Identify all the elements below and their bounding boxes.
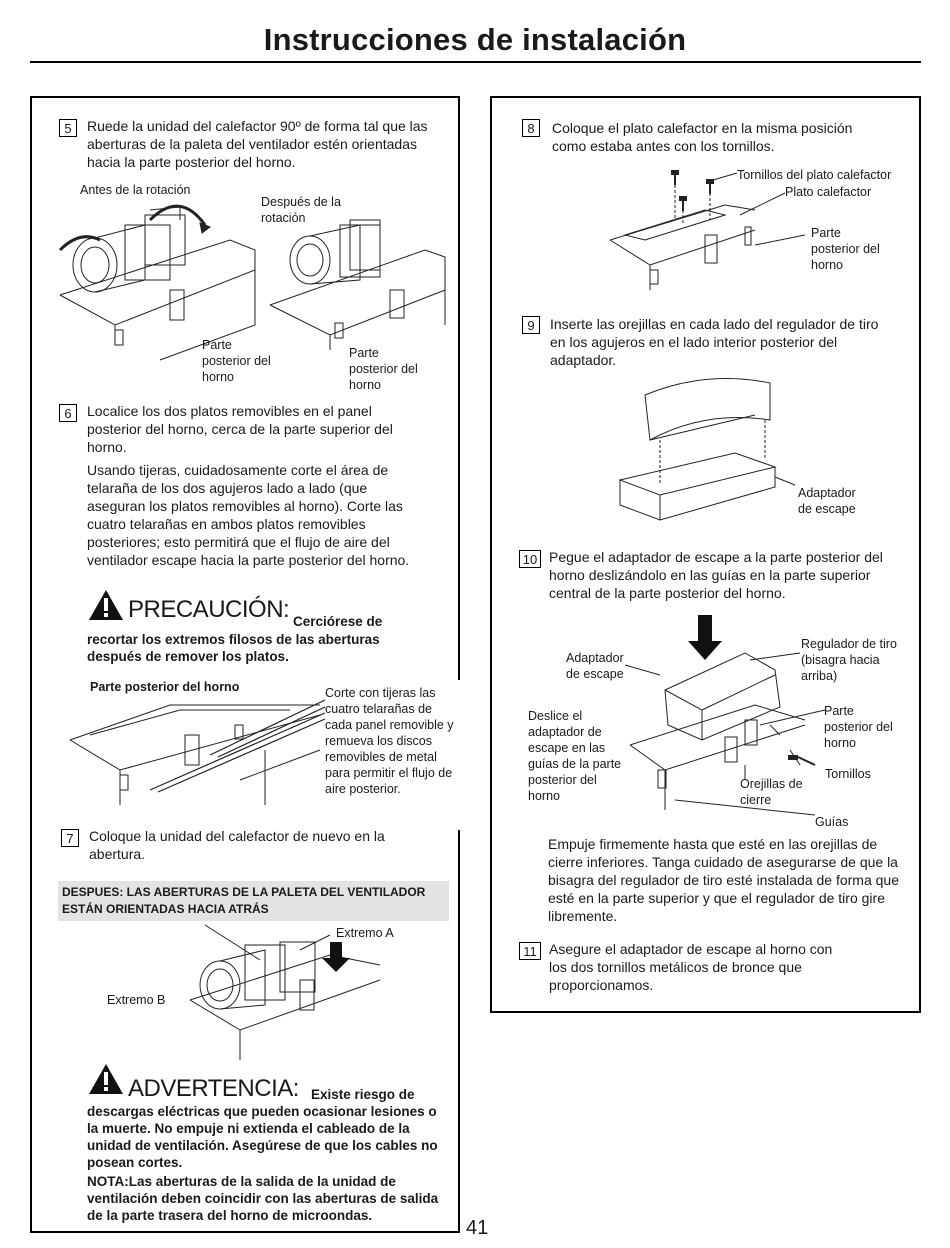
step-7-text: Coloque la unidad del calefactor de nuevo en la abertura. (89, 828, 385, 862)
label-back-oven-8: Parte posterior del horno (811, 226, 880, 272)
warning-word: ADVERTENCIA: (128, 1075, 299, 1102)
step-8-illustration (605, 165, 815, 295)
step-11-text: Asegure el adaptador de escape al horno con los dos tornillos metálicos de bronce que proporcionamos. (549, 941, 833, 993)
label-after-rotation: Después de la rotación (261, 195, 341, 225)
label-before-rotation: Antes de la rotación (80, 183, 191, 197)
label-back-oven-fig6: Parte posterior del horno (90, 680, 240, 694)
step-10-number: 10 (519, 550, 541, 568)
label-back-oven-2: Parte posterior del horno (349, 346, 418, 392)
warning-note: NOTA:Las aberturas de la salida de la unidad de ventilación deben coincidir con las aberturas de salida de la parte trasera del horno de microondas. (87, 1174, 439, 1223)
step-6-number: 6 (59, 404, 77, 422)
label-lock-tabs: Orejillas de cierre (740, 777, 803, 807)
step-10-text-after: Empuje firmemente hasta que esté en las orejillas de cierre inferiores. Tanga cuidado de asegurarse de que la bisagra del regulador de tiro esté instalada de forma que esté en la parte superior y que el regulador de tiro gire libremente. (548, 836, 899, 924)
label-guides: Guías (815, 815, 849, 829)
label-exhaust-adapter-10: Adaptador de escape (566, 651, 624, 681)
label-heater-plate: Plato calefactor (785, 185, 872, 199)
caution-text-2: recortar los extremos filosos de las aberturas después de remover los platos. (87, 632, 380, 664)
warning-triangle-icon (88, 1063, 124, 1095)
step-6-illustration (60, 695, 325, 810)
step-8-number: 8 (522, 119, 540, 137)
step-10-text: Pegue el adaptador de escape a la parte posterior del horno deslizándolo en las guías en la parte superior central de la parte posterior del horno. (549, 549, 883, 601)
step-6-text-1: Localice los dos platos removibles en el panel posterior del horno, cerca de la parte superior del horno. (87, 403, 393, 455)
step-5-number: 5 (59, 119, 77, 137)
label-back-oven-1: Parte posterior del horno (202, 338, 271, 384)
step-9-text: Inserte las orejillas en cada lado del regulador de tiro en los agujeros en el lado interior posterior del adaptador. (550, 316, 879, 368)
step-9-illustration (605, 375, 795, 525)
step-5-text: Ruede la unidad del calefactor 90º de forma tal que las aberturas de la paleta del ventilador estén orientadas hacia la parte posterior del horno. (87, 118, 428, 170)
label-screws-10: Tornillos (825, 767, 871, 781)
step-8-text: Coloque el plato calefactor en la misma posición como estaba antes con los tornillos. (552, 120, 853, 154)
caution-triangle-icon (88, 589, 124, 621)
caution-text-1: Cerciórese de (293, 614, 383, 629)
label-end-b: Extremo B (107, 993, 166, 1007)
step-7-illustration (180, 920, 410, 1065)
warning-text-1: Existe riesgo de (311, 1087, 415, 1102)
caution-word: PRECAUCIÓN: (128, 596, 290, 623)
label-plate-screws: Tornillos del plato calefactor (737, 168, 892, 182)
page-number: 41 (466, 1217, 489, 1239)
page-title: Instrucciones de instalación (263, 22, 687, 57)
step-9-number: 9 (522, 316, 540, 334)
label-exhaust-adapter-9: Adaptador de escape (798, 486, 856, 516)
warning-text-2: descargas eléctricas que pueden ocasionar lesiones o la muerte. No empuje ni extienda el cableado de la unidad de ventilación. Asegúrese de que los cables no posean cortes. (87, 1104, 438, 1170)
label-damper: Regulador de tiro (bisagra hacia arriba) (801, 637, 897, 683)
step-10-illustration (620, 615, 825, 820)
step-7-band: DESPUES: LAS ABERTURAS DE LA PALETA DEL VENTILADOR ESTÁN ORIENTADAS HACIA ATRÁS (58, 881, 449, 921)
step-6-text-2: Usando tijeras, cuidadosamente corte el área de telaraña de los dos agujeros lado a lado (que aseguran los platos removibles al horno). Corte las cuatro telarañas en ambos platos removibles posteriores; esto permitirá que el flujo de aire del ventilador escape hacia la parte posterior del horno. (87, 462, 410, 568)
label-cut-note: Corte con tijeras las cuatro telarañas de cada panel removible y remueva los discos removibles de metal para permitir el flujo de aire posterior. (325, 686, 454, 796)
label-end-a: Extremo A (336, 926, 394, 940)
step-7-number: 7 (61, 829, 79, 847)
step-11-number: 11 (519, 942, 541, 960)
label-slide-adapter: Deslice el adaptador de escape en las guías de la parte posterior del horno (528, 709, 622, 803)
label-back-oven-10: Parte posterior del horno (824, 704, 893, 750)
title-rule (30, 61, 921, 63)
